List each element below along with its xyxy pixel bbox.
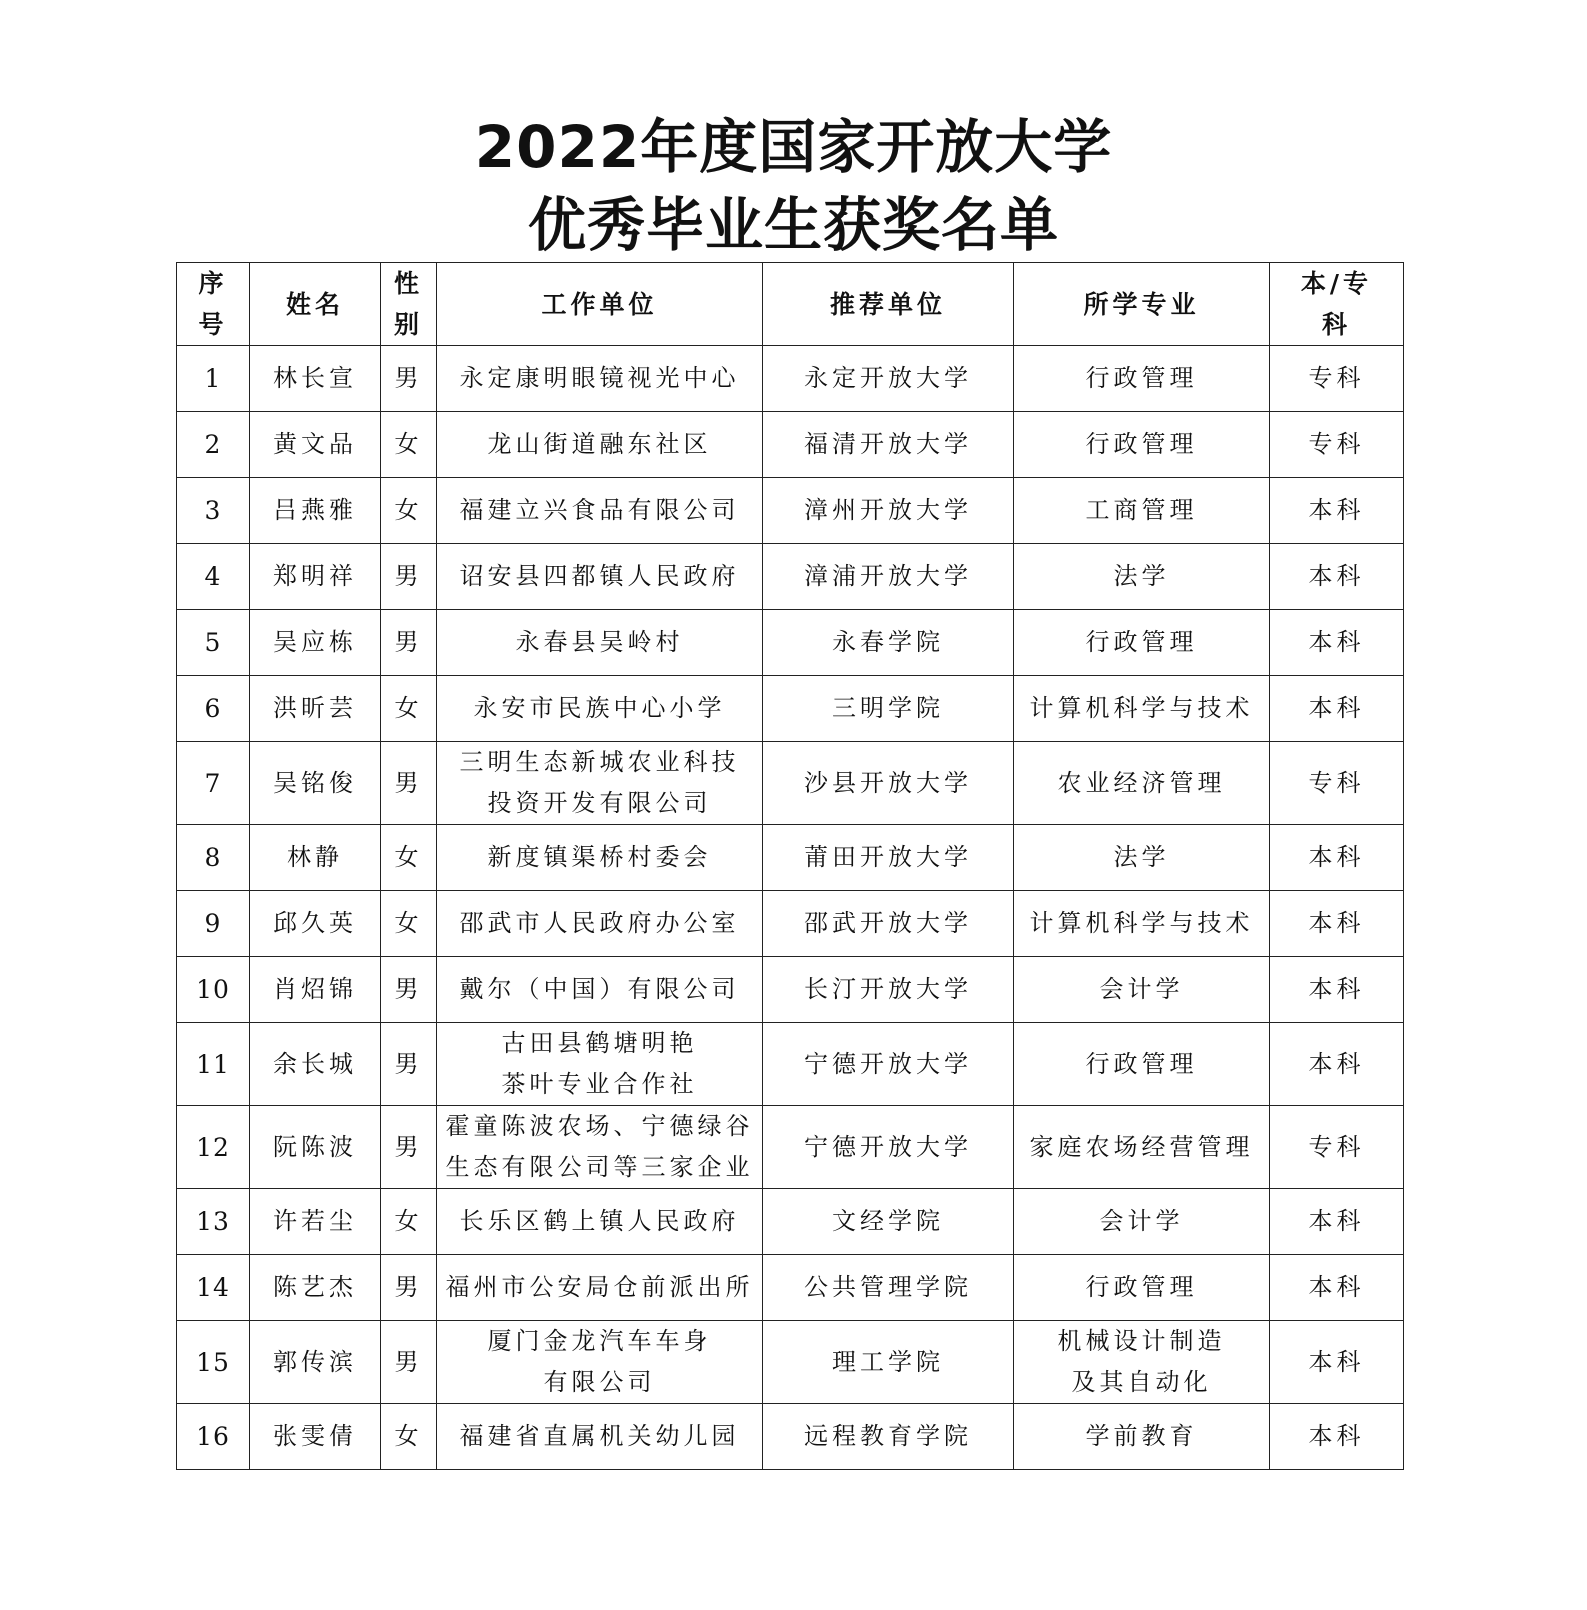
- header-major: 所学专业: [1014, 263, 1270, 346]
- cell-major: [1014, 1189, 1270, 1255]
- header-gender-line-2: 别: [393, 310, 423, 339]
- cell-major: [1014, 891, 1270, 957]
- cell-workplace-line: 永定康明眼镜视光中心: [459, 364, 740, 392]
- cell-recommender: 邵武开放大学: [763, 891, 1014, 957]
- cell-gender: 女: [381, 478, 437, 544]
- awards-table: [176, 262, 1404, 1470]
- cell-gender: 女: [381, 891, 437, 957]
- cell-major-line: 学前教育: [1085, 1422, 1198, 1450]
- cell-workplace: [437, 346, 763, 412]
- cell-index: 9: [177, 891, 250, 957]
- cell-major: [1014, 1321, 1270, 1404]
- cell-workplace: [437, 957, 763, 1023]
- cell-recommender: 沙县开放大学: [763, 742, 1014, 825]
- cell-index: 13: [177, 1189, 250, 1255]
- header-level: [1270, 263, 1404, 346]
- table-row: [177, 825, 1404, 891]
- cell-index: 4: [177, 544, 250, 610]
- cell-gender: 女: [381, 1404, 437, 1470]
- cell-gender: 女: [381, 412, 437, 478]
- cell-workplace-line: 有限公司: [543, 1368, 656, 1396]
- cell-gender: 男: [381, 346, 437, 412]
- table-row: [177, 676, 1404, 742]
- cell-major-line: 行政管理: [1085, 1049, 1198, 1078]
- table-row: [177, 346, 1404, 412]
- cell-workplace: [437, 478, 763, 544]
- cell-index: 6: [177, 676, 250, 742]
- cell-major: [1014, 676, 1270, 742]
- header-level-line-2: 科: [1321, 310, 1351, 339]
- cell-level: 专科: [1270, 1106, 1404, 1189]
- cell-index: 1: [177, 346, 250, 412]
- cell-major-line: 行政管理: [1085, 430, 1198, 458]
- cell-gender: 男: [381, 1106, 437, 1189]
- header-name: 姓名: [250, 263, 381, 346]
- cell-name: 邱久英: [250, 891, 381, 957]
- cell-gender: 女: [381, 825, 437, 891]
- cell-recommender: 宁德开放大学: [763, 1023, 1014, 1106]
- cell-index: 10: [177, 957, 250, 1023]
- document-title-line-2: 优秀毕业生获奖名单: [527, 191, 1059, 259]
- cell-major: [1014, 412, 1270, 478]
- cell-level: 本科: [1270, 610, 1404, 676]
- cell-level: 本科: [1270, 1023, 1404, 1106]
- cell-major-line: 行政管理: [1085, 628, 1198, 656]
- cell-index: 3: [177, 478, 250, 544]
- cell-level: 本科: [1270, 1404, 1404, 1470]
- cell-workplace: [437, 1189, 763, 1255]
- cell-index: 8: [177, 825, 250, 891]
- cell-name: 吴铭俊: [250, 742, 381, 825]
- cell-workplace: [437, 676, 763, 742]
- cell-workplace: [437, 1106, 763, 1189]
- cell-workplace: [437, 412, 763, 478]
- cell-workplace-line: 龙山街道融东社区: [487, 430, 712, 458]
- header-index-line-1: 序: [198, 269, 228, 298]
- cell-major-line: 行政管理: [1085, 1273, 1198, 1301]
- cell-workplace: [437, 825, 763, 891]
- cell-major-line: 机械设计制造: [1057, 1327, 1226, 1355]
- cell-workplace-line: 三明生态新城农业科技: [459, 748, 740, 776]
- cell-name: 张雯倩: [250, 1404, 381, 1470]
- cell-name: 吴应栋: [250, 610, 381, 676]
- cell-recommender: 永春学院: [763, 610, 1014, 676]
- table-row: [177, 1255, 1404, 1321]
- cell-workplace: [437, 1255, 763, 1321]
- cell-level: 本科: [1270, 1321, 1404, 1404]
- cell-level: 本科: [1270, 1189, 1404, 1255]
- table-row: [177, 610, 1404, 676]
- cell-workplace-line: 福州市公安局仓前派出所: [445, 1273, 754, 1301]
- cell-recommender: 永定开放大学: [763, 346, 1014, 412]
- table-row: [177, 1189, 1404, 1255]
- cell-recommender: 漳州开放大学: [763, 478, 1014, 544]
- cell-major: [1014, 957, 1270, 1023]
- table-row: [177, 957, 1404, 1023]
- cell-level: 专科: [1270, 412, 1404, 478]
- cell-name: 余长城: [250, 1023, 381, 1106]
- cell-workplace-line: 永安市民族中心小学: [473, 694, 726, 722]
- cell-gender: 男: [381, 1023, 437, 1106]
- cell-workplace: [437, 544, 763, 610]
- cell-major: [1014, 610, 1270, 676]
- cell-workplace-line: 茶叶专业合作社: [501, 1070, 698, 1098]
- cell-gender: 男: [381, 957, 437, 1023]
- cell-gender: 女: [381, 676, 437, 742]
- cell-workplace-line: 生态有限公司等三家企业: [445, 1153, 754, 1181]
- cell-major: [1014, 478, 1270, 544]
- cell-workplace-line: 福建省直属机关幼儿园: [459, 1422, 740, 1450]
- cell-level: 本科: [1270, 676, 1404, 742]
- cell-name: 郑明祥: [250, 544, 381, 610]
- cell-major-line: 计算机科学与技术: [1029, 909, 1254, 937]
- cell-index: 14: [177, 1255, 250, 1321]
- header-gender-line-1: 性: [393, 269, 423, 298]
- cell-major-line: 农业经济管理: [1057, 768, 1226, 797]
- table-row: [177, 1321, 1404, 1404]
- cell-gender: 男: [381, 1255, 437, 1321]
- cell-workplace-line: 投资开发有限公司: [487, 789, 712, 817]
- cell-name: 黄文品: [250, 412, 381, 478]
- cell-major-line: 行政管理: [1085, 364, 1198, 392]
- cell-name: 阮陈波: [250, 1106, 381, 1189]
- cell-major: [1014, 1255, 1270, 1321]
- cell-index: 12: [177, 1106, 250, 1189]
- cell-recommender: 远程教育学院: [763, 1404, 1014, 1470]
- cell-level: 本科: [1270, 825, 1404, 891]
- table-body: [177, 346, 1404, 1470]
- table-row: [177, 1404, 1404, 1470]
- cell-major: [1014, 346, 1270, 412]
- header-gender: [381, 263, 437, 346]
- cell-name: 林长宣: [250, 346, 381, 412]
- table-header-row: [177, 263, 1404, 346]
- cell-workplace-line: 诏安县四都镇人民政府: [459, 562, 740, 590]
- cell-workplace-line: 新度镇渠桥村委会: [487, 843, 712, 871]
- cell-level: 本科: [1270, 544, 1404, 610]
- table-row: [177, 1106, 1404, 1189]
- cell-workplace-line: 厦门金龙汽车车身: [487, 1327, 712, 1355]
- cell-level: 本科: [1270, 891, 1404, 957]
- cell-major: [1014, 1023, 1270, 1106]
- cell-recommender: 文经学院: [763, 1189, 1014, 1255]
- cell-gender: 男: [381, 1321, 437, 1404]
- cell-recommender: 长汀开放大学: [763, 957, 1014, 1023]
- cell-index: 7: [177, 742, 250, 825]
- cell-major: [1014, 1106, 1270, 1189]
- cell-workplace: [437, 610, 763, 676]
- header-level-line-1: 本/专: [1300, 269, 1373, 298]
- cell-workplace: [437, 1404, 763, 1470]
- cell-recommender: 福清开放大学: [763, 412, 1014, 478]
- cell-workplace-line: 邵武市人民政府办公室: [459, 909, 740, 937]
- cell-gender: 男: [381, 544, 437, 610]
- table-row: [177, 891, 1404, 957]
- cell-level: 本科: [1270, 478, 1404, 544]
- cell-name: 吕燕雅: [250, 478, 381, 544]
- table-row: [177, 1023, 1404, 1106]
- cell-name: 陈艺杰: [250, 1255, 381, 1321]
- cell-name: 洪昕芸: [250, 676, 381, 742]
- cell-workplace-line: 古田县鹤塘明艳: [501, 1029, 698, 1057]
- cell-gender: 男: [381, 610, 437, 676]
- cell-major: [1014, 825, 1270, 891]
- cell-name: 许若尘: [250, 1189, 381, 1255]
- cell-major-line: 法学: [1113, 843, 1170, 871]
- cell-major-line: 会计学: [1099, 975, 1184, 1003]
- cell-workplace-line: 长乐区鹤上镇人民政府: [459, 1207, 740, 1235]
- header-index-line-2: 号: [198, 310, 228, 339]
- cell-workplace: [437, 1023, 763, 1106]
- cell-major: [1014, 544, 1270, 610]
- cell-workplace: [437, 742, 763, 825]
- cell-recommender: 三明学院: [763, 676, 1014, 742]
- cell-major: [1014, 1404, 1270, 1470]
- document-title-line-1: 2022年度国家开放大学: [474, 113, 1113, 181]
- cell-workplace: [437, 1321, 763, 1404]
- cell-recommender: 漳浦开放大学: [763, 544, 1014, 610]
- cell-recommender: 宁德开放大学: [763, 1106, 1014, 1189]
- cell-workplace-line: 永春县吴岭村: [515, 628, 684, 656]
- cell-index: 5: [177, 610, 250, 676]
- header-index: [177, 263, 250, 346]
- table-row: [177, 412, 1404, 478]
- cell-workplace-line: 霍童陈波农场、宁德绿谷: [445, 1112, 754, 1140]
- header-recommender: 推荐单位: [763, 263, 1014, 346]
- cell-index: 16: [177, 1404, 250, 1470]
- cell-level: 专科: [1270, 742, 1404, 825]
- cell-recommender: 公共管理学院: [763, 1255, 1014, 1321]
- cell-recommender: 莆田开放大学: [763, 825, 1014, 891]
- cell-index: 11: [177, 1023, 250, 1106]
- cell-workplace-line: 福建立兴食品有限公司: [459, 496, 740, 524]
- cell-name: 郭传滨: [250, 1321, 381, 1404]
- cell-major: [1014, 742, 1270, 825]
- table-row: [177, 544, 1404, 610]
- cell-gender: 女: [381, 1189, 437, 1255]
- cell-major-line: 家庭农场经营管理: [1029, 1132, 1254, 1161]
- cell-gender: 男: [381, 742, 437, 825]
- cell-level: 本科: [1270, 1255, 1404, 1321]
- cell-workplace: [437, 891, 763, 957]
- cell-name: 林静: [250, 825, 381, 891]
- table-row: [177, 478, 1404, 544]
- header-workplace: 工作单位: [437, 263, 763, 346]
- cell-name: 肖炤锦: [250, 957, 381, 1023]
- cell-workplace-line: 戴尔（中国）有限公司: [459, 975, 740, 1003]
- cell-index: 15: [177, 1321, 250, 1404]
- cell-index: 2: [177, 412, 250, 478]
- cell-major-line: 计算机科学与技术: [1029, 694, 1254, 722]
- cell-major-line: 及其自动化: [1071, 1368, 1212, 1396]
- cell-major-line: 会计学: [1099, 1207, 1184, 1235]
- table-row: [177, 742, 1404, 825]
- cell-level: 本科: [1270, 957, 1404, 1023]
- cell-level: 专科: [1270, 346, 1404, 412]
- cell-recommender: 理工学院: [763, 1321, 1014, 1404]
- cell-major-line: 工商管理: [1085, 496, 1198, 524]
- cell-major-line: 法学: [1113, 562, 1170, 590]
